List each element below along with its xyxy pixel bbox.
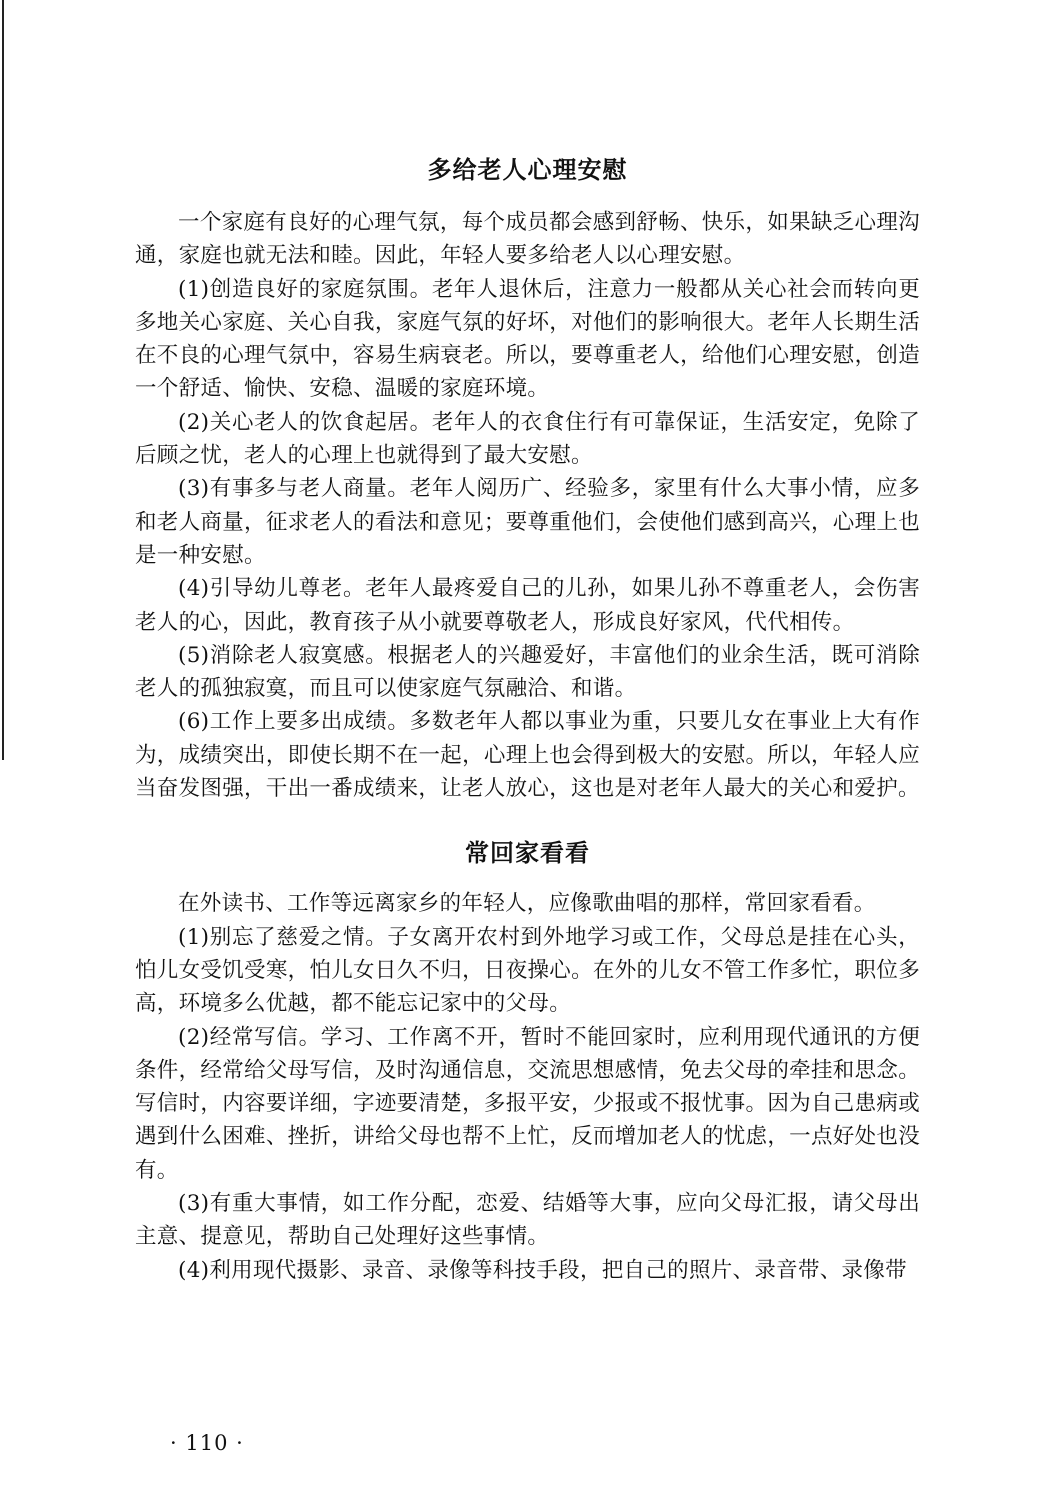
paragraph: 一个家庭有良好的心理气氛，每个成员都会感到舒畅、快乐，如果缺乏心理沟通，家庭也就无法和睦。因此，年轻人要多给老人以心理安慰。: [135, 210, 920, 269]
page-number: · 110 ·: [170, 1431, 244, 1455]
binding-edge-line: [2, 0, 4, 760]
paragraph: (3)有重大事情，如工作分配，恋爱、结婚等大事，应向父母汇报，请父母出主意、提意见，帮助自己处理好这些事情。: [135, 1191, 920, 1250]
section-title-psychological-comfort: 多给老人心理安慰: [427, 156, 628, 184]
page-body: [135, 150, 920, 1287]
paragraph: (1)创造良好的家庭氛围。老年人退休后，注意力一般都从关心社会而转向更多地关心家庭、关心自我，家庭气氛的好坏，对他们的影响很大。老年人长期生活在不良的心理气氛中，容易生病衰老。所以，要尊重老人，给他们心理安慰，创造一个舒适、愉快、安稳、温暖的家庭环境。: [135, 276, 920, 402]
paragraph: (3)有事多与老人商量。老年人阅历广、经验多，家里有什么大事小情，应多和老人商量，征求老人的看法和意见；要尊重他们，会使他们感到高兴，心理上也是一种安慰。: [135, 476, 920, 568]
paragraph: (1)别忘了慈爱之情。子女离开农村到外地学习或工作，父母总是挂在心头，怕儿女受饥受寒，怕儿女日久不归，日夜操心。在外的儿女不管工作多忙，职位多高，环境多么优越，都不能忘记家中的父母。: [135, 924, 920, 1017]
section-title-visit-home: 常回家看看: [465, 839, 590, 868]
paragraph: (4)利用现代摄影、录音、录像等科技手段，把自己的照片、录音带、录像带: [178, 1257, 907, 1283]
paragraph: (2)经常写信。学习、工作离不开，暂时不能回家时，应利用现代通讯的方便条件，经常给父母写信，及时沟通信息，交流思想感情，免去父母的牵挂和思念。写信时，内容要详细，字迹要清楚，多报平安，少报或不报忧事。因为自己患病或遇到什么困难、挫折，讲给父母也帮不上忙，反而增加老人的忧虑，一点好处也没有。: [135, 1024, 920, 1183]
paragraph: (6)工作上要多出成绩。多数老年人都以事业为重，只要儿女在事业上大有作为，成绩突出，即使长期不在一起，心理上也会得到极大的安慰。所以，年轻人应当奋发图强，干出一番成绩来，让老人放心，这也是对老年人最大的关心和爱护。: [135, 709, 920, 802]
paragraph: 在外读书、工作等远离家乡的年轻人，应像歌曲唱的那样，常回家看看。: [178, 891, 876, 917]
paragraph: (5)消除老人寂寞感。根据老人的兴趣爱好，丰富他们的业余生活，既可消除老人的孤独寂寞，而且可以使家庭气氛融洽、和谐。: [135, 642, 920, 702]
paragraph: (4)引导幼儿尊老。老年人最疼爱自己的儿孙，如果儿孙不尊重老人，会伤害老人的心，因此，教育孩子从小就要尊敬老人，形成良好家风，代代相传。: [135, 576, 920, 635]
paragraph: (2)关心老人的饮食起居。老年人的衣食住行有可靠保证，生活安定，免除了后顾之忧，老人的心理上也就得到了最大安慰。: [135, 409, 920, 469]
